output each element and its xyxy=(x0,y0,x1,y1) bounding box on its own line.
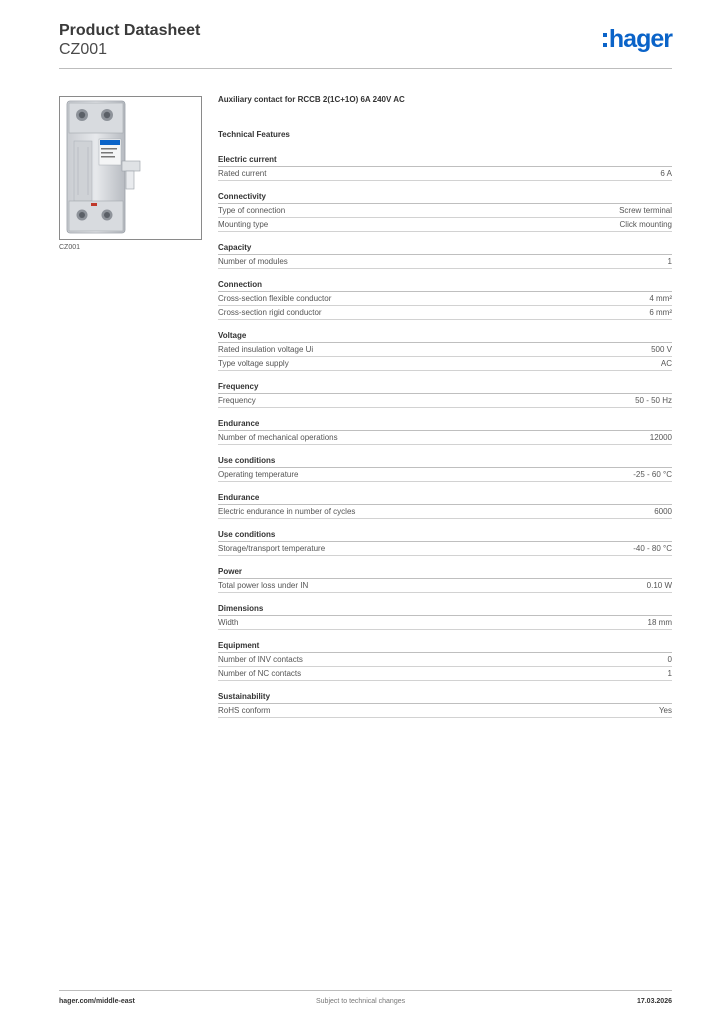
document-header xyxy=(59,21,200,59)
feature-label: Number of mechanical operations xyxy=(218,433,338,442)
footer-notice: Subject to technical changes xyxy=(316,998,406,1005)
section-title: Voltage xyxy=(218,330,672,343)
section-title: Electric current xyxy=(218,154,672,167)
feature-row xyxy=(218,343,672,357)
feature-label: Rated current xyxy=(218,169,267,178)
product-image xyxy=(59,96,202,240)
feature-value: -40 - 80 °C xyxy=(633,544,672,553)
header-divider xyxy=(59,68,672,69)
hager-logo xyxy=(603,27,672,52)
section-title: Power xyxy=(218,566,672,579)
section-title: Use conditions xyxy=(218,529,672,542)
feature-value: Click mounting xyxy=(619,220,672,229)
feature-label: Mounting type xyxy=(218,220,269,229)
feature-value: Screw terminal xyxy=(619,206,672,215)
feature-row xyxy=(218,653,672,667)
feature-section xyxy=(218,529,672,556)
footer-date: 17.03.2026 xyxy=(636,998,672,1005)
feature-section xyxy=(218,330,672,371)
feature-label: RoHS conform xyxy=(218,706,271,715)
feature-label: Total power loss under IN xyxy=(218,581,309,590)
feature-row xyxy=(218,616,672,630)
feature-row xyxy=(218,667,672,681)
logo-colon-icon xyxy=(603,33,607,47)
section-title: Connection xyxy=(218,279,672,292)
section-title: Capacity xyxy=(218,242,672,255)
feature-row xyxy=(218,167,672,181)
feature-section xyxy=(218,242,672,269)
feature-value: 4 mm² xyxy=(649,294,672,303)
feature-value: 50 - 50 Hz xyxy=(635,396,672,405)
feature-row xyxy=(218,306,672,320)
feature-label: Storage/transport temperature xyxy=(218,544,326,553)
feature-label: Electric endurance in number of cycles xyxy=(218,507,356,516)
logo-text: hager xyxy=(608,25,672,53)
feature-row xyxy=(218,505,672,519)
feature-row xyxy=(218,255,672,269)
section-title: Equipment xyxy=(218,640,672,653)
feature-label: Number of modules xyxy=(218,257,288,266)
feature-value: 0.10 W xyxy=(646,581,672,590)
footer-website[interactable]: hager.com/middle-east xyxy=(59,998,135,1005)
feature-value: 6000 xyxy=(654,507,672,516)
feature-label: Type of connection xyxy=(218,206,286,215)
feature-value: 1 xyxy=(667,669,672,678)
section-title: Dimensions xyxy=(218,603,672,616)
datasheet-content xyxy=(218,95,672,718)
feature-row xyxy=(218,542,672,556)
feature-sections xyxy=(218,154,672,718)
feature-row xyxy=(218,357,672,371)
feature-section xyxy=(218,455,672,482)
product-description: Auxiliary contact for RCCB 2(1C+1O) 6A 240V AC xyxy=(218,95,405,104)
product-code: CZ001 xyxy=(59,41,108,58)
section-title: Connectivity xyxy=(218,191,672,204)
feature-label: Cross-section flexible conductor xyxy=(218,294,332,303)
feature-row xyxy=(218,218,672,232)
feature-section xyxy=(218,279,672,320)
rccb-auxiliary-contact-image xyxy=(60,97,201,239)
feature-value: -25 - 60 °C xyxy=(633,470,672,479)
feature-row xyxy=(218,579,672,593)
section-title: Frequency xyxy=(218,381,672,394)
feature-row xyxy=(218,394,672,408)
feature-value: 6 mm² xyxy=(649,308,672,317)
feature-section xyxy=(218,603,672,630)
feature-row xyxy=(218,292,672,306)
feature-section xyxy=(218,418,672,445)
feature-section xyxy=(218,691,672,718)
page-title: Product Datasheet xyxy=(59,22,201,39)
feature-section xyxy=(218,191,672,232)
feature-value: AC xyxy=(660,359,672,368)
feature-label: Frequency xyxy=(218,396,256,405)
feature-section xyxy=(218,640,672,681)
technical-features-title: Technical Features xyxy=(218,130,290,139)
feature-label: Width xyxy=(218,618,239,627)
feature-value: 0 xyxy=(667,655,672,664)
feature-value: 500 V xyxy=(651,345,672,354)
image-caption: CZ001 xyxy=(59,244,81,251)
feature-row xyxy=(218,431,672,445)
feature-label: Cross-section rigid conductor xyxy=(218,308,322,317)
section-title: Endurance xyxy=(218,492,672,505)
feature-value: 6 A xyxy=(660,169,672,178)
section-title: Endurance xyxy=(218,418,672,431)
feature-value: Yes xyxy=(658,706,672,715)
feature-value: 18 mm xyxy=(647,618,672,627)
feature-row xyxy=(218,468,672,482)
feature-section xyxy=(218,154,672,181)
feature-label: Number of INV contacts xyxy=(218,655,303,664)
feature-label: Number of NC contacts xyxy=(218,669,302,678)
section-title: Use conditions xyxy=(218,455,672,468)
feature-section xyxy=(218,381,672,408)
feature-label: Rated insulation voltage Ui xyxy=(218,345,314,354)
footer-divider xyxy=(59,990,672,991)
feature-value: 12000 xyxy=(649,433,672,442)
section-title: Sustainability xyxy=(218,691,672,704)
feature-label: Type voltage supply xyxy=(218,359,289,368)
feature-label: Operating temperature xyxy=(218,470,299,479)
feature-value: 1 xyxy=(667,257,672,266)
feature-row xyxy=(218,704,672,718)
feature-row xyxy=(218,204,672,218)
feature-section xyxy=(218,492,672,519)
feature-section xyxy=(218,566,672,593)
